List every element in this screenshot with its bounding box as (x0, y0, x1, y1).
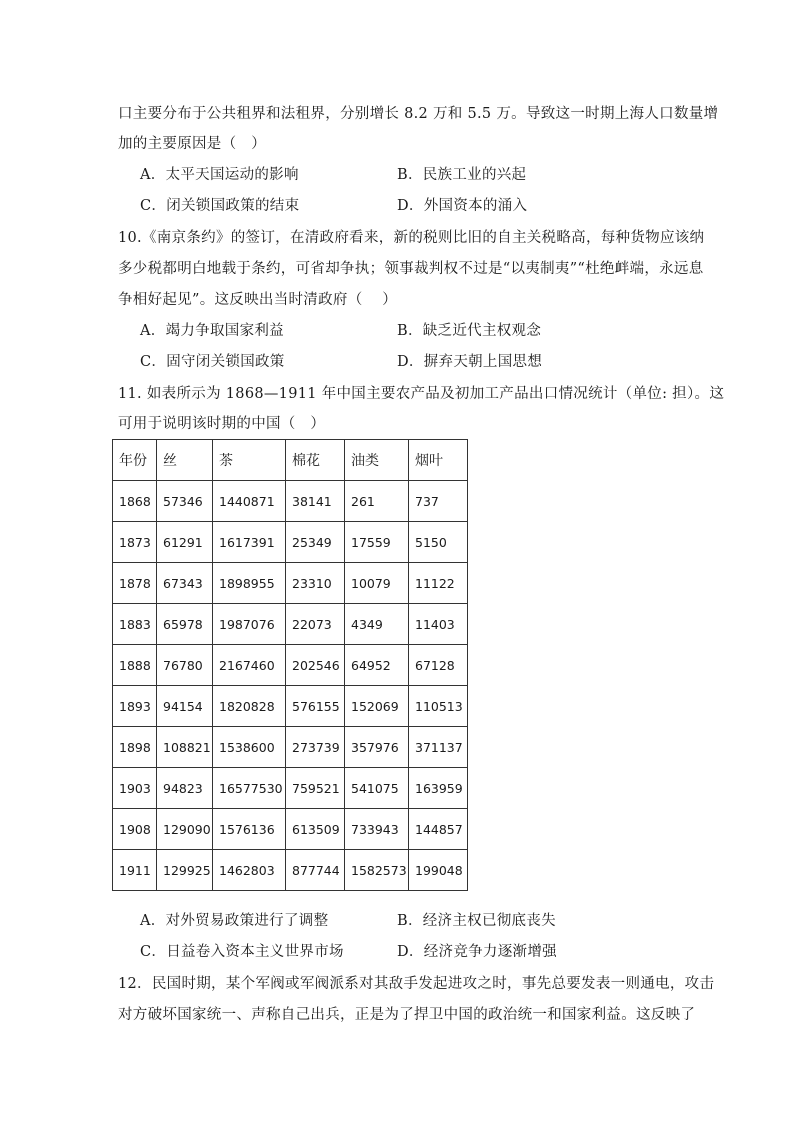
table-cell: 759521 (286, 768, 345, 809)
table-cell: 576155 (286, 686, 345, 727)
q11-text-line-2: 可用于说明该时期的中国（ ） (118, 416, 326, 432)
table-row (113, 727, 468, 768)
q10-text-line-3: 争相好起见”。这反映出当时清政府（ ） (118, 292, 398, 308)
table-cell: 129925 (157, 850, 213, 891)
table-cell: 23310 (286, 563, 345, 604)
table-cell: 1440871 (213, 481, 286, 522)
table-cell: 202546 (286, 645, 345, 686)
table-cell: 1617391 (213, 522, 286, 563)
table-cell: 152069 (345, 686, 409, 727)
table-cell: 94823 (157, 768, 213, 809)
table-cell: 144857 (409, 809, 468, 850)
table-cell: 110513 (409, 686, 468, 727)
table-header-row (113, 440, 468, 481)
table-cell: 64952 (345, 645, 409, 686)
table-cell: 17559 (345, 522, 409, 563)
table-cell: 541075 (345, 768, 409, 809)
header-cell-tea: 茶 (213, 440, 286, 481)
table-cell: 1462803 (213, 850, 286, 891)
table-cell: 877744 (286, 850, 345, 891)
table-row (113, 686, 468, 727)
table-row (113, 768, 468, 809)
q10-option-c[interactable]: C．固守闭关锁国政策 (140, 354, 285, 370)
q12-text-line-1: 12．民国时期，某个军阀或军阀派系对其敌手发起进攻之时，事先总要发表一则通电，攻击 (118, 976, 715, 992)
header-cell-tobacco: 烟叶 (409, 440, 468, 481)
table-cell: 1898 (113, 727, 157, 768)
table-cell: 2167460 (213, 645, 286, 686)
q10-option-a[interactable]: A．竭力争取国家利益 (140, 323, 284, 339)
table-row (113, 522, 468, 563)
q9-text-line-1: 口主要分布于公共租界和法租界，分别增长 8.2 万和 5.5 万。导致这一时期上海人口数量增 (118, 106, 719, 122)
table-cell: 10079 (345, 563, 409, 604)
table-cell: 273739 (286, 727, 345, 768)
q10-option-d[interactable]: D．摒弃天朝上国思想 (397, 354, 543, 370)
table-cell: 65978 (157, 604, 213, 645)
q9-text-line-2: 加的主要原因是（ ） (118, 136, 266, 152)
table-cell: 613509 (286, 809, 345, 850)
table-cell: 1888 (113, 645, 157, 686)
table-cell: 22073 (286, 604, 345, 645)
table-cell: 1893 (113, 686, 157, 727)
q9-option-c[interactable]: C．闭关锁国政策的结束 (140, 198, 300, 214)
table-cell: 57346 (157, 481, 213, 522)
table-cell: 94154 (157, 686, 213, 727)
table-cell: 1987076 (213, 604, 286, 645)
table-cell: 357976 (345, 727, 409, 768)
q10-option-b[interactable]: B．缺乏近代主权观念 (397, 323, 542, 339)
table-cell: 1873 (113, 522, 157, 563)
q9-option-b[interactable]: B．民族工业的兴起 (397, 167, 527, 183)
table-cell: 199048 (409, 850, 468, 891)
table-row (113, 481, 468, 522)
table-cell: 1868 (113, 481, 157, 522)
table-cell: 1878 (113, 563, 157, 604)
table-cell: 163959 (409, 768, 468, 809)
header-cell-year: 年份 (113, 440, 157, 481)
q11-option-a[interactable]: A．对外贸易政策进行了调整 (140, 913, 329, 929)
table-cell: 4349 (345, 604, 409, 645)
table-cell: 261 (345, 481, 409, 522)
table-cell: 1898955 (213, 563, 286, 604)
q10-text-line-2: 多少税都明白地载于条约，可省却争执；领事裁判权不过是“以夷制夷”“杜绝衅端，永远息 (118, 261, 704, 277)
table-cell: 737 (409, 481, 468, 522)
table-cell: 1538600 (213, 727, 286, 768)
table-row (113, 850, 468, 891)
table-cell: 1908 (113, 809, 157, 850)
table-cell: 67343 (157, 563, 213, 604)
header-cell-cotton: 棉花 (286, 440, 345, 481)
table-cell: 11403 (409, 604, 468, 645)
table-cell: 1582573 (345, 850, 409, 891)
table-row (113, 809, 468, 850)
table-cell: 1883 (113, 604, 157, 645)
table-cell: 1903 (113, 768, 157, 809)
table-cell: 1911 (113, 850, 157, 891)
q11-option-d[interactable]: D．经济竞争力逐渐增强 (397, 944, 557, 960)
table-row (113, 563, 468, 604)
q11-option-b[interactable]: B．经济主权已彻底丧失 (397, 913, 556, 929)
table-cell: 16577530 (213, 768, 286, 809)
table-row (113, 604, 468, 645)
table-cell: 25349 (286, 522, 345, 563)
export-statistics-table (112, 439, 468, 891)
table-cell: 108821 (157, 727, 213, 768)
q9-option-a[interactable]: A．太平天国运动的影响 (140, 167, 299, 183)
q11-option-c[interactable]: C．日益卷入资本主义世界市场 (140, 944, 344, 960)
table-cell: 129090 (157, 809, 213, 850)
table-cell: 67128 (409, 645, 468, 686)
q12-text-line-2: 对方破坏国家统一、声称自己出兵，正是为了捍卫中国的政治统一和国家利益。这反映了 (118, 1007, 696, 1023)
header-cell-oil: 油类 (345, 440, 409, 481)
header-cell-silk: 丝 (157, 440, 213, 481)
q11-text-line-1: 11. 如表所示为 1868—1911 年中国主要农产品及初加工产品出口情况统计（单位: 担）。这 (118, 386, 725, 402)
q10-text-line-1: 10.《南京条约》的签订，在清政府看来，新的税则比旧的自主关税略高，每种货物应该纳 (118, 230, 705, 246)
table-cell: 38141 (286, 481, 345, 522)
table-cell: 371137 (409, 727, 468, 768)
table-row (113, 645, 468, 686)
table-cell: 76780 (157, 645, 213, 686)
table-cell: 5150 (409, 522, 468, 563)
table-cell: 733943 (345, 809, 409, 850)
table-cell: 61291 (157, 522, 213, 563)
table-cell: 1576136 (213, 809, 286, 850)
table-cell: 1820828 (213, 686, 286, 727)
table-cell: 11122 (409, 563, 468, 604)
q9-option-d[interactable]: D．外国资本的涌入 (397, 198, 528, 214)
